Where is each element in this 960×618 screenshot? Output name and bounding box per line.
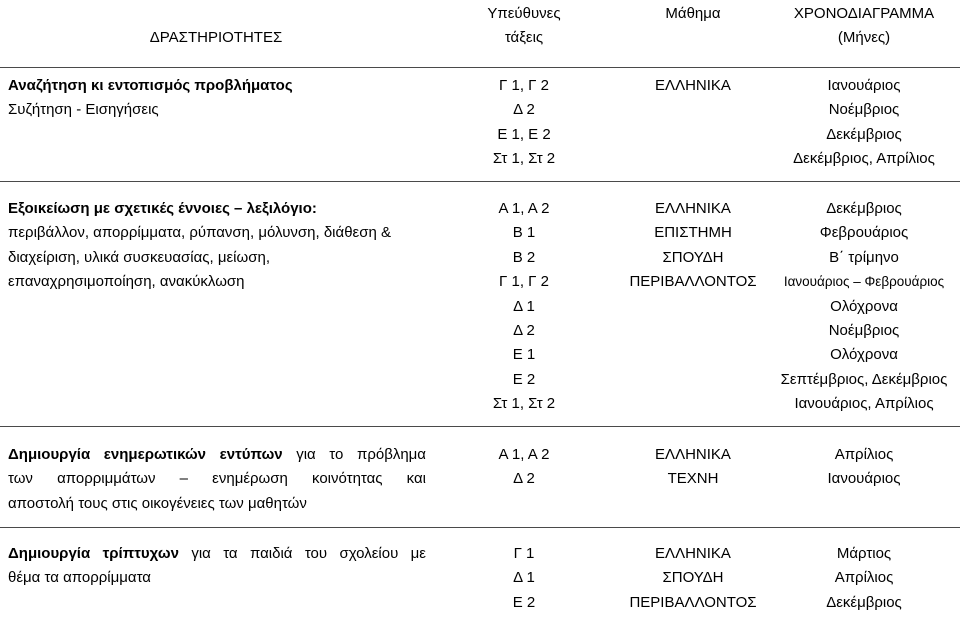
subject-entry: ΠΕΡΙΒΑΛΛΟΝΤΟΣ [629, 593, 757, 611]
class-entry: Γ 1, Γ 2 [499, 273, 549, 291]
activity-title: Αναζήτηση κι εντοπισμός προβλήματος [8, 77, 293, 94]
month-entry: Δεκέμβριος [826, 200, 902, 217]
schedule-cell [768, 443, 960, 492]
table-header [0, 0, 960, 67]
header-subject: Μάθημα [665, 5, 721, 22]
header-responsible-line: τάξεις [504, 29, 544, 47]
activity-cell [8, 197, 426, 295]
row-divider [0, 181, 960, 182]
month-entry: Ολόχρονα [830, 346, 898, 364]
header-schedule-line: (Μήνες) [837, 29, 891, 47]
header-responsible-classes [444, 2, 604, 51]
subject-entry: ΠΕΡΙΒΑΛΛΟΝΤΟΣ [629, 273, 757, 291]
subject-cell [608, 542, 778, 615]
class-entry: Α 1, Α 2 [498, 200, 550, 217]
class-entry: Α 1, Α 2 [498, 446, 550, 463]
class-entry: Στ 1, Στ 2 [492, 395, 556, 413]
subject-entry: ΕΠΙΣΤΗΜΗ [654, 224, 732, 242]
month-entry: Β΄ τρίμηνο [829, 248, 899, 266]
month-entry: Σεπτέμβριος, Δεκέμβριος [780, 370, 948, 388]
subject-entry: ΕΛΛΗΝΙΚΑ [655, 200, 731, 217]
activity-line: θέμα τα απορρίμματα [8, 569, 151, 587]
class-entry: Δ 1 [513, 569, 535, 587]
activity-title-rest: για τα παιδιά του σχολείου με [178, 545, 426, 562]
month-entry: Δεκέμβριος [826, 593, 902, 611]
month-entry: Ιανουάριος, Απρίλιος [794, 395, 934, 413]
activity-cell [8, 542, 426, 591]
activity-cell [8, 74, 426, 123]
header-activities: ΔΡΑΣΤΗΡΙΟΤΗΤΕΣ [149, 29, 283, 46]
class-entry: Β 1 [512, 224, 536, 242]
activity-first-line [8, 542, 426, 566]
activity-cell [8, 443, 426, 516]
class-entry: Δ 2 [513, 321, 535, 339]
class-entry: Ε 1, Ε 2 [497, 125, 551, 143]
header-responsible-line: Υπεύθυνες [487, 5, 561, 22]
month-entry: Ολόχρονα [830, 297, 898, 315]
header-divider [0, 67, 960, 68]
activity-line: των απορριμμάτων – ενημέρωση κοινότητας και [8, 470, 426, 488]
subject-entry: ΤΕΧΝΗ [667, 470, 719, 488]
subject-entry: ΣΠΟΥΔΗ [662, 248, 724, 266]
activity-line: Συζήτηση - Εισηγήσεις [8, 101, 159, 119]
header-schedule-line: ΧΡΟΝΟΔΙΑΓΡΑΜΜΑ [793, 5, 935, 22]
month-entry: Φεβρουάριος [819, 224, 909, 242]
month-entry: Νοέμβριος [828, 321, 900, 339]
activity-line: αποστολή τους στις οικογένειες των μαθητών [8, 494, 307, 512]
class-entry: Στ 1, Στ 2 [492, 150, 556, 168]
subject-entry: ΕΛΛΗΝΙΚΑ [655, 545, 731, 562]
activity-line: διαχείριση, υλικά συσκευασίας, μείωση, [8, 248, 270, 266]
class-entry: Δ 1 [513, 297, 535, 315]
month-entry: Ιανουάριος [827, 470, 901, 488]
activity-title: Δημιουργία ενημερωτικών εντύπων [8, 446, 283, 463]
row-divider [0, 426, 960, 427]
month-entry: Ιανουάριος – Φεβρουάριος [783, 274, 945, 290]
subject-cell [608, 74, 778, 98]
activity-line: επαναχρησιμοποίηση, ανακύκλωση [8, 273, 245, 291]
subject-cell [608, 197, 778, 295]
month-entry: Δεκέμβριος, Απρίλιος [793, 150, 935, 168]
month-entry: Απρίλιος [834, 446, 894, 463]
class-entry: Ε 2 [512, 370, 536, 388]
classes-cell [444, 443, 604, 492]
subject-entry: ΣΠΟΥΔΗ [662, 569, 724, 587]
month-entry: Απρίλιος [834, 569, 894, 587]
class-entry: Δ 2 [513, 470, 535, 488]
schedule-cell [768, 542, 960, 615]
activity-line: περιβάλλον, απορρίμματα, ρύπανση, μόλυνση, διάθεση & [8, 224, 391, 242]
month-entry: Δεκέμβριος [826, 125, 902, 143]
activity-title: Εξοικείωση με σχετικές έννοιες – λεξιλόγιο: [8, 200, 317, 217]
month-entry: Ιανουάριος [827, 77, 901, 94]
row-divider [0, 527, 960, 528]
schedule-cell [768, 74, 960, 172]
month-entry: Νοέμβριος [828, 101, 900, 119]
header-schedule [768, 2, 960, 51]
classes-cell [444, 74, 604, 172]
subject-cell [608, 443, 778, 492]
class-entry: Δ 2 [513, 101, 535, 119]
class-entry: Γ 1, Γ 2 [499, 77, 549, 94]
subject-entry: ΕΛΛΗΝΙΚΑ [655, 77, 731, 94]
schedule-cell [768, 197, 960, 417]
activity-title: Δημιουργία τρίπτυχων [8, 545, 179, 562]
classes-cell [444, 197, 604, 417]
class-entry: Ε 2 [512, 593, 536, 611]
activity-first-line [8, 443, 426, 467]
class-entry: Β 2 [512, 248, 536, 266]
class-entry: Ε 1 [512, 346, 536, 364]
class-entry: Γ 1 [513, 545, 535, 562]
subject-entry: ΕΛΛΗΝΙΚΑ [655, 446, 731, 463]
activity-title-rest: για το πρόβλημα [282, 446, 426, 463]
month-entry: Μάρτιος [836, 545, 892, 562]
classes-cell [444, 542, 604, 615]
